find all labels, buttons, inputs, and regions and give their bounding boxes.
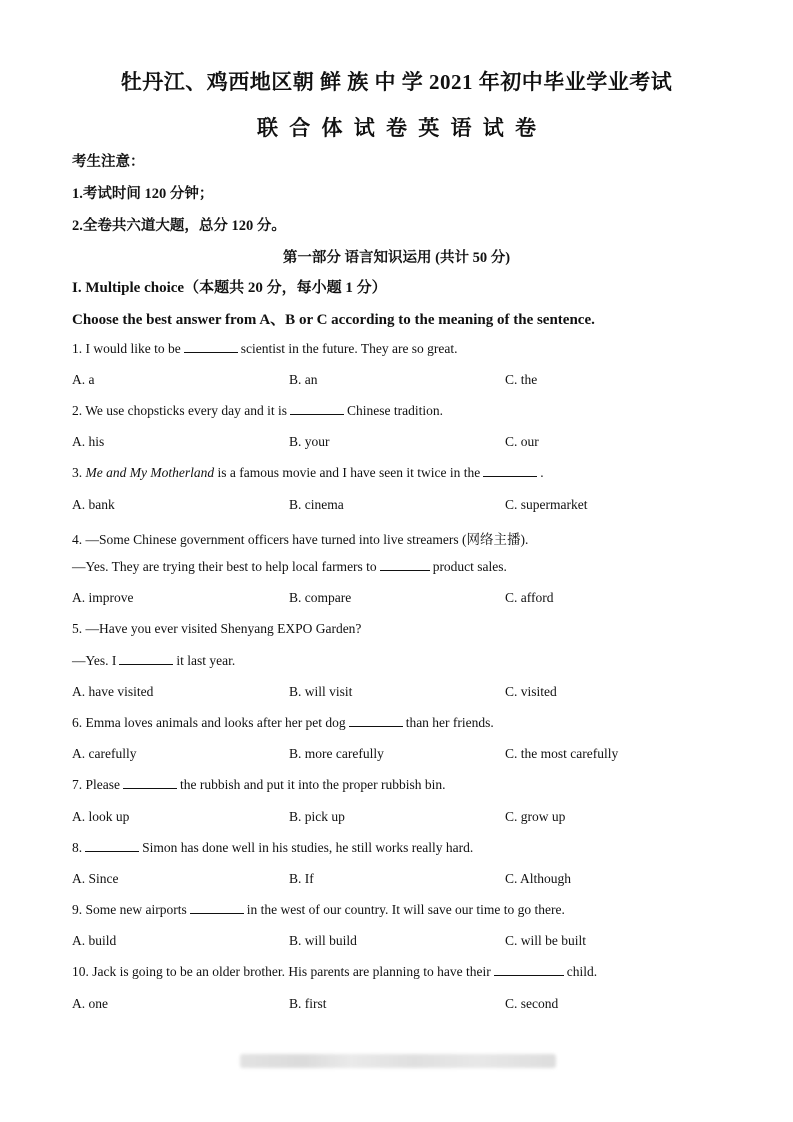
question-5: [72, 621, 361, 637]
option-b: B. cinema: [289, 497, 344, 512]
option-a: A. have visited: [72, 684, 154, 699]
question-text: product sales.: [432, 559, 507, 574]
blurred-footer-watermark: [240, 1054, 556, 1068]
answer-blank: [380, 559, 430, 571]
question-8: [72, 840, 473, 856]
question-text: the rubbish and put it into the proper rubbish bin.: [180, 777, 446, 792]
answer-blank: [349, 715, 403, 727]
question-text: 10. Jack is going to be an older brother. His parents are planning to have their: [72, 964, 491, 979]
answer-blank: [190, 902, 244, 914]
question-text: than her friends.: [405, 715, 494, 730]
question-text: 4. —Some Chinese government officers have turned into live streamers (网络主播).: [72, 532, 529, 547]
question-2: [72, 403, 443, 419]
question-text: child.: [566, 964, 598, 979]
option-c: C. the most carefully: [505, 746, 619, 761]
option-c: C. supermarket: [505, 497, 588, 512]
option-b: B. compare: [289, 590, 352, 605]
option-a: A. Since: [72, 871, 119, 886]
option-c: C. afford: [505, 590, 554, 605]
question-6: [72, 715, 494, 731]
question-7: [72, 777, 445, 793]
notes-item-total: 2.全卷共六道大题，总分 120 分。: [72, 218, 286, 234]
answer-blank: [494, 964, 564, 976]
notes-label: 考生注意：: [72, 154, 145, 170]
question-text: in the west of our country. It will save our time to go there.: [246, 902, 565, 917]
option-a: A. a: [72, 372, 95, 387]
option-a: A. one: [72, 996, 108, 1011]
answer-blank: [85, 840, 139, 852]
question-text: 2. We use chopsticks every day and it is: [72, 403, 287, 418]
section-instruction: Choose the best answer from A、B or C according to the meaning of the sentence.: [72, 312, 595, 328]
option-a: A. his: [72, 434, 105, 449]
question-text: —Yes. I: [72, 653, 117, 668]
question-number: 3.: [72, 465, 83, 480]
option-a: A. build: [72, 933, 117, 948]
answer-blank: [123, 777, 177, 789]
question-9: [72, 902, 565, 918]
question-5-reply: [72, 653, 235, 669]
option-c: C. our: [505, 434, 539, 449]
option-b: B. an: [289, 372, 318, 387]
option-c: C. will be built: [505, 933, 586, 948]
question-4: [72, 528, 528, 548]
option-b: B. pick up: [289, 809, 345, 824]
question-text: —Yes. They are trying their best to help local farmers to: [72, 559, 377, 574]
question-text: 1. I would like to be: [72, 341, 181, 356]
option-c: C. Although: [505, 871, 572, 886]
option-c: C. second: [505, 996, 559, 1011]
question-10: [72, 964, 597, 980]
option-c: C. grow up: [505, 809, 566, 824]
option-a: A. improve: [72, 590, 134, 605]
question-text: Chinese tradition.: [347, 403, 443, 418]
option-c: C. the: [505, 372, 538, 387]
option-a: A. bank: [72, 497, 115, 512]
question-text: 5. —Have you ever visited Shenyang EXPO Garden?: [72, 621, 362, 636]
option-a: A. carefully: [72, 746, 137, 761]
question-text: 7. Please: [72, 777, 120, 792]
answer-blank: [483, 465, 537, 477]
movie-title: Me and My Motherland: [85, 465, 215, 480]
option-b: B. will build: [289, 933, 357, 948]
notes-item-time: 1.考试时间 120 分钟；: [72, 186, 214, 202]
answer-blank: [290, 403, 344, 415]
option-c: C. visited: [505, 684, 557, 699]
answer-blank: [119, 653, 173, 665]
option-b: B. will visit: [289, 684, 353, 699]
option-b: B. more carefully: [289, 746, 384, 761]
section-title: I. Multiple choice（本题共 20 分，每小题 1 分）: [72, 280, 387, 296]
exam-title-line1: 牡丹江、鸡西地区朝 鲜 族 中 学 2021 年初中毕业学业考试: [120, 70, 673, 94]
question-text: .: [540, 465, 544, 480]
question-text: 8.: [72, 840, 83, 855]
question-3: [72, 465, 544, 481]
exam-title-line2: 联 合 体 试 卷 英 语 试 卷: [257, 116, 536, 140]
question-text: 9. Some new airports: [72, 902, 187, 917]
option-b: B. your: [289, 434, 330, 449]
question-1: [72, 341, 458, 357]
option-b: B. first: [289, 996, 327, 1011]
question-text: 6. Emma loves animals and looks after her pet dog: [72, 715, 346, 730]
question-text: scientist in the future. They are so great.: [240, 341, 458, 356]
question-text: is a famous movie and I have seen it twice in the: [217, 465, 481, 480]
question-text: it last year.: [176, 653, 236, 668]
answer-blank: [184, 341, 238, 353]
question-4-reply: [72, 559, 507, 575]
option-a: A. look up: [72, 809, 130, 824]
part-heading: 第一部分 语言知识运用 (共计 50 分): [282, 250, 511, 266]
option-b: B. If: [289, 871, 314, 886]
question-text: Simon has done well in his studies, he still works really hard.: [142, 840, 474, 855]
